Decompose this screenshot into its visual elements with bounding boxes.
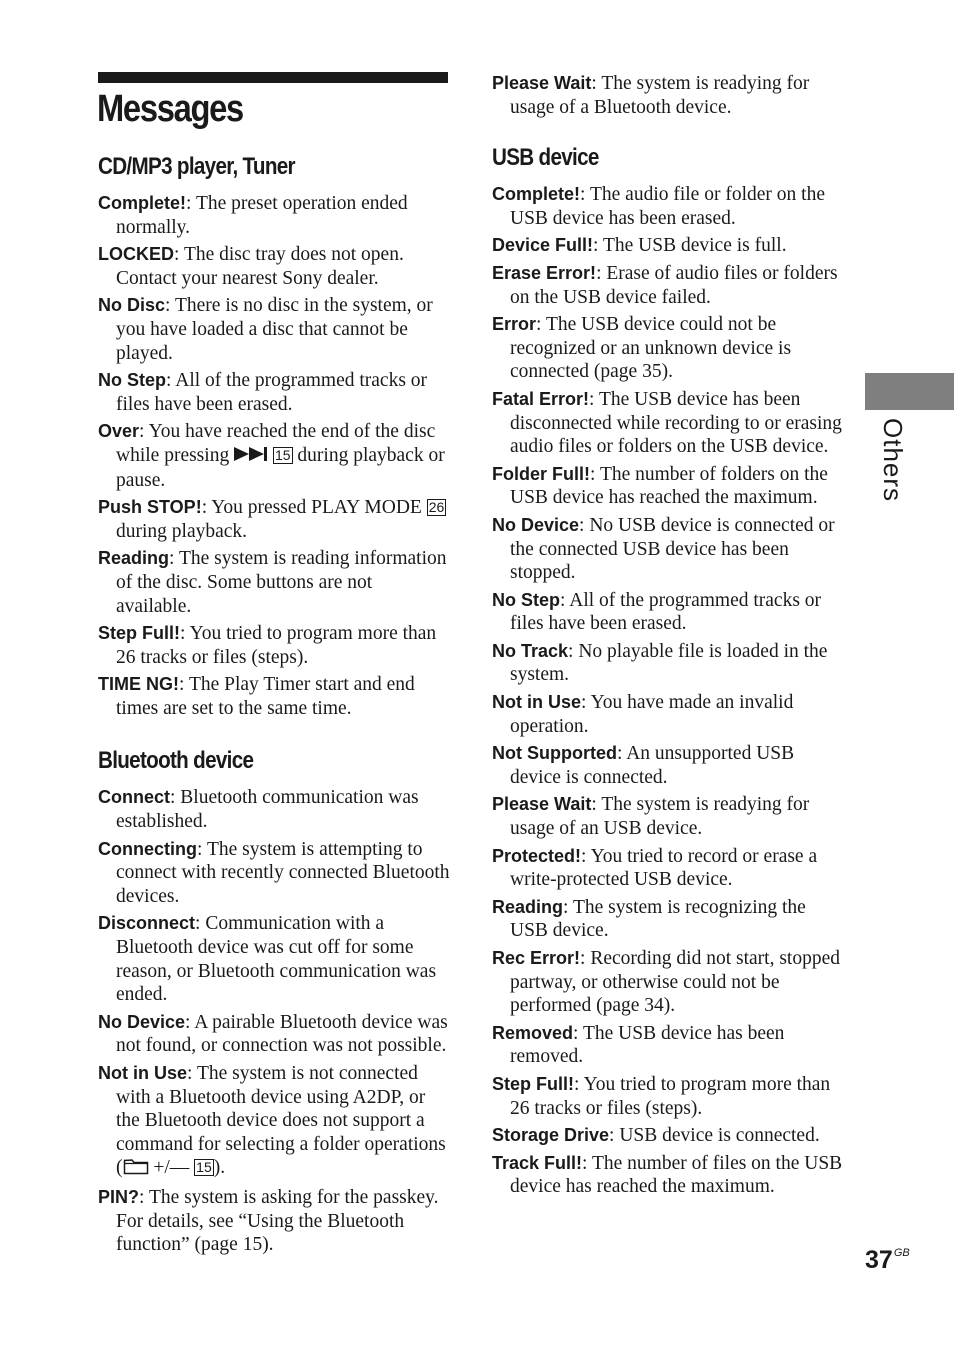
button-number-badge: 26 [428,499,445,516]
message-entry: Complete!: The preset operation ended normally. [98,193,408,238]
message-term: TIME NG! [98,674,179,695]
message-text: An unsupported USB device is connected. [510,743,795,788]
message-term: Complete! [492,184,581,205]
message-entry: Not in Use: The system is not connected with a Bluetooth device using A2DP, or the Bluetooth device does not support a command for selecting a folder operations ( +/— 15 ). [98,1062,450,1182]
message-entry: Step Full!: You tried to program more than 26 tracks or files (steps). [492,1073,831,1119]
message-entry: Erase Error!: Erase of audio files or folders on the USB device failed. [492,262,838,308]
message-entry: No Disc: There is no disc in the system, or you have loaded a disc that cannot be played. [98,295,433,364]
message-term: Connecting [98,838,197,859]
message-text: You tried to program more than 26 tracks or files (steps). [510,1073,831,1119]
page-number [865,1246,910,1275]
message-text: You have made an invalid operation. [510,692,794,737]
message-text: Communication with a Bluetooth device was cut off for some reason, or Bluetooth communication was ended. [116,913,437,1006]
message-text: No playable file is loaded in the system. [510,640,828,686]
message-term: No Step [98,370,167,391]
message-text: The system is readying for usage of an USB device. [510,794,810,840]
message-text: The system is reading information of the disc. Some buttons are not available. [116,548,447,617]
message-term: Please Wait [492,73,592,93]
message-term: Complete! [98,193,187,213]
message-text: The USB device has been disconnected while recording to or erasing audio files or folders on the USB device. [510,388,842,458]
message-term: Error [492,314,537,335]
message-text: USB device is connected. [619,1125,820,1147]
message-term: No Device [98,1011,186,1032]
message-entry: Not in Use: You have made an invalid operation. [492,692,794,737]
page-number-suffix: GB [893,1247,910,1259]
fast-forward-icon [234,445,268,469]
message-text: No USB device is connected or the connected USB device has been stopped. [510,514,835,584]
message-text: The disc tray does not open. Contact your nearest Sony dealer. [116,244,404,289]
message-text: The system is not connected with a Bluetooth device using A2DP, or the Bluetooth device does not support a command for selecting a folder operations ( [116,1063,446,1179]
message-term: Not in Use [492,692,582,713]
message-entry: Step Full!: You tried to program more than 26 tracks or files (steps). [98,623,437,668]
message-term: Removed [492,1022,574,1043]
message-text: The USB device could not be recognized or an unknown device is connected (page 35). [510,314,792,383]
message-text: during playback or pause. [116,444,445,491]
message-entry: Fatal Error!: The USB device has been disconnected while recording to or erasing audio files or folders on the USB device. [492,388,842,458]
section-heading-usb: USB device [492,144,599,172]
message-term: Storage Drive [492,1125,610,1146]
message-entry: Please Wait: The system is readying for usage of a Bluetooth device. [492,73,810,118]
message-entry: Over: You have reached the end of the disc while pressing 15 during playback or pause. [98,421,445,491]
message-entry: Error: The USB device could not be recognized or an unknown device is connected (page 35). [492,314,792,383]
message-entry: Not Supported: An unsupported USB device is connected. [492,743,795,788]
page-title: Messages [97,88,243,130]
message-entry: Rec Error!: Recording did not start, stopped partway, or otherwise could not be performed (page 34). [492,948,841,1017]
plus-minus-label: +/— [153,1157,190,1179]
message-text: Bluetooth communication was established. [116,787,419,833]
message-entry: Connecting: The system is attempting to connect with recently connected Bluetooth devices. [98,838,450,907]
message-text: You pressed PLAY MODE [211,497,422,519]
message-term: PIN? [98,1186,140,1207]
message-entry: No Device: No USB device is connected or the connected USB device has been stopped. [492,514,835,584]
message-entry: Complete!: The audio file or folder on the USB device has been erased. [492,184,825,229]
message-text: The system is readying for usage of a Bluetooth device. [510,73,810,118]
message-entry: TIME NG!: The Play Timer start and end times are set to the same time. [98,674,415,719]
message-term: Erase Error! [492,262,597,283]
message-term: Rec Error! [492,948,581,968]
usb-message-list [492,183,847,1199]
message-text: A pairable Bluetooth device was not found, or connection was not possible. [116,1011,448,1057]
message-text: during playback. [116,520,248,542]
message-term: Push STOP! [98,497,202,518]
message-term: Please Wait [492,794,592,815]
message-text: You tried to record or erase a write-protected USB device. [510,845,818,891]
side-tab-label: Others [878,418,908,503]
message-entry: PIN?: The system is asking for the passkey. For details, see “Using the Bluetooth function” (page 15). [98,1186,439,1256]
message-entry: Disconnect: Communication with a Bluetooth device was cut off for some reason, or Bluetooth communication was ended. [98,913,437,1006]
message-entry: Reading: The system is recognizing the USB device. [492,896,806,942]
message-entry: No Device: A pairable Bluetooth device was not found, or connection was not possible. [98,1011,448,1057]
message-text: The USB device is full. [602,235,787,257]
message-term: Connect [98,787,170,808]
message-entry: Storage Drive: USB device is connected. [492,1125,820,1147]
button-number-badge: 15 [274,446,291,463]
message-text: The audio file or folder on the USB device has been erased. [510,184,825,229]
message-text: The USB device has been removed. [510,1022,785,1068]
page-number-value: 37 [865,1246,893,1274]
message-text: The system is attempting to connect with recently connected Bluetooth devices. [116,838,450,907]
message-entry: Removed: The USB device has been removed. [492,1022,785,1068]
message-entry: Folder Full!: The number of folders on the USB device has reached the maximum. [492,463,828,509]
message-entry: Track Full!: The number of files on the USB device has reached the maximum. [492,1152,843,1198]
message-text: The preset operation ended normally. [116,193,408,238]
message-text: There is no disc in the system, or you have loaded a disc that cannot be played. [116,295,433,364]
button-number-badge: 15 [196,1159,212,1176]
message-term: Device Full! [492,235,594,256]
message-entry: Reading: The system is reading information of the disc. Some buttons are not available. [98,548,447,617]
message-entry: No Step: All of the programmed tracks or files have been erased. [98,370,428,415]
message-term: Not Supported [492,743,617,764]
message-entry: No Step: All of the programmed tracks or files have been erased. [492,589,822,635]
message-term: Over [98,421,140,442]
folder-icon [123,1157,149,1182]
left-column [98,150,450,1261]
message-term: Step Full! [492,1073,574,1094]
message-text: All of the programmed tracks or files have been erased. [510,589,822,635]
message-text: The system is recognizing the USB device. [510,896,806,942]
message-text: The number of folders on the USB device has reached the maximum. [510,463,828,509]
message-term: Folder Full! [492,463,590,484]
message-term: Reading [98,548,170,569]
message-entry: No Track: No playable file is loaded in the system. [492,640,828,686]
message-text: The Play Timer start and end times are set to the same time. [116,674,415,719]
message-text: Erase of audio files or folders on the USB device failed. [510,262,838,308]
message-term: LOCKED [98,244,174,265]
message-text: The number of files on the USB device has reached the maximum. [510,1152,843,1198]
message-term: Disconnect [98,913,196,934]
section-heading-cd: CD/MP3 player, Tuner [98,153,295,180]
message-text: Recording did not start, stopped partway, or otherwise could not be performed (page 34). [510,948,841,1017]
message-term: Not in Use [98,1063,188,1083]
message-term: No Track [492,640,569,661]
message-text: All of the programmed tracks or files have been erased. [116,370,428,415]
message-term: No Disc [98,295,166,316]
message-entry: Protected!: You tried to record or erase a write-protected USB device. [492,845,818,891]
message-entry: LOCKED: The disc tray does not open. Contact your nearest Sony dealer. [98,244,404,289]
message-text: ). [213,1157,226,1179]
message-term: Step Full! [98,623,180,644]
message-term: Protected! [492,845,582,866]
right-column [492,72,847,1203]
title-rule [98,72,448,83]
message-entry: Device Full!: The USB device is full. [492,235,787,257]
message-term: Reading [492,896,564,917]
message-text: You tried to program more than 26 tracks or files (steps). [116,623,437,668]
message-term: No Step [492,589,561,610]
message-entry: Please Wait: The system is readying for usage of an USB device. [492,794,810,840]
section-heading-bluetooth: Bluetooth device [98,747,254,775]
side-tab-marker [865,373,954,410]
message-term: Track Full! [492,1152,583,1173]
message-text: You have reached the end of the disc while pressing [116,421,436,466]
message-text: The system is asking for the passkey. For details, see “Using the Bluetooth function” (page 15). [116,1186,439,1256]
message-entry: Push STOP!: You pressed PLAY MODE 26 during playback. [98,497,445,542]
message-term: Fatal Error! [492,388,590,409]
message-entry: Connect: Bluetooth communication was established. [98,787,419,833]
message-term: No Device [492,514,580,535]
